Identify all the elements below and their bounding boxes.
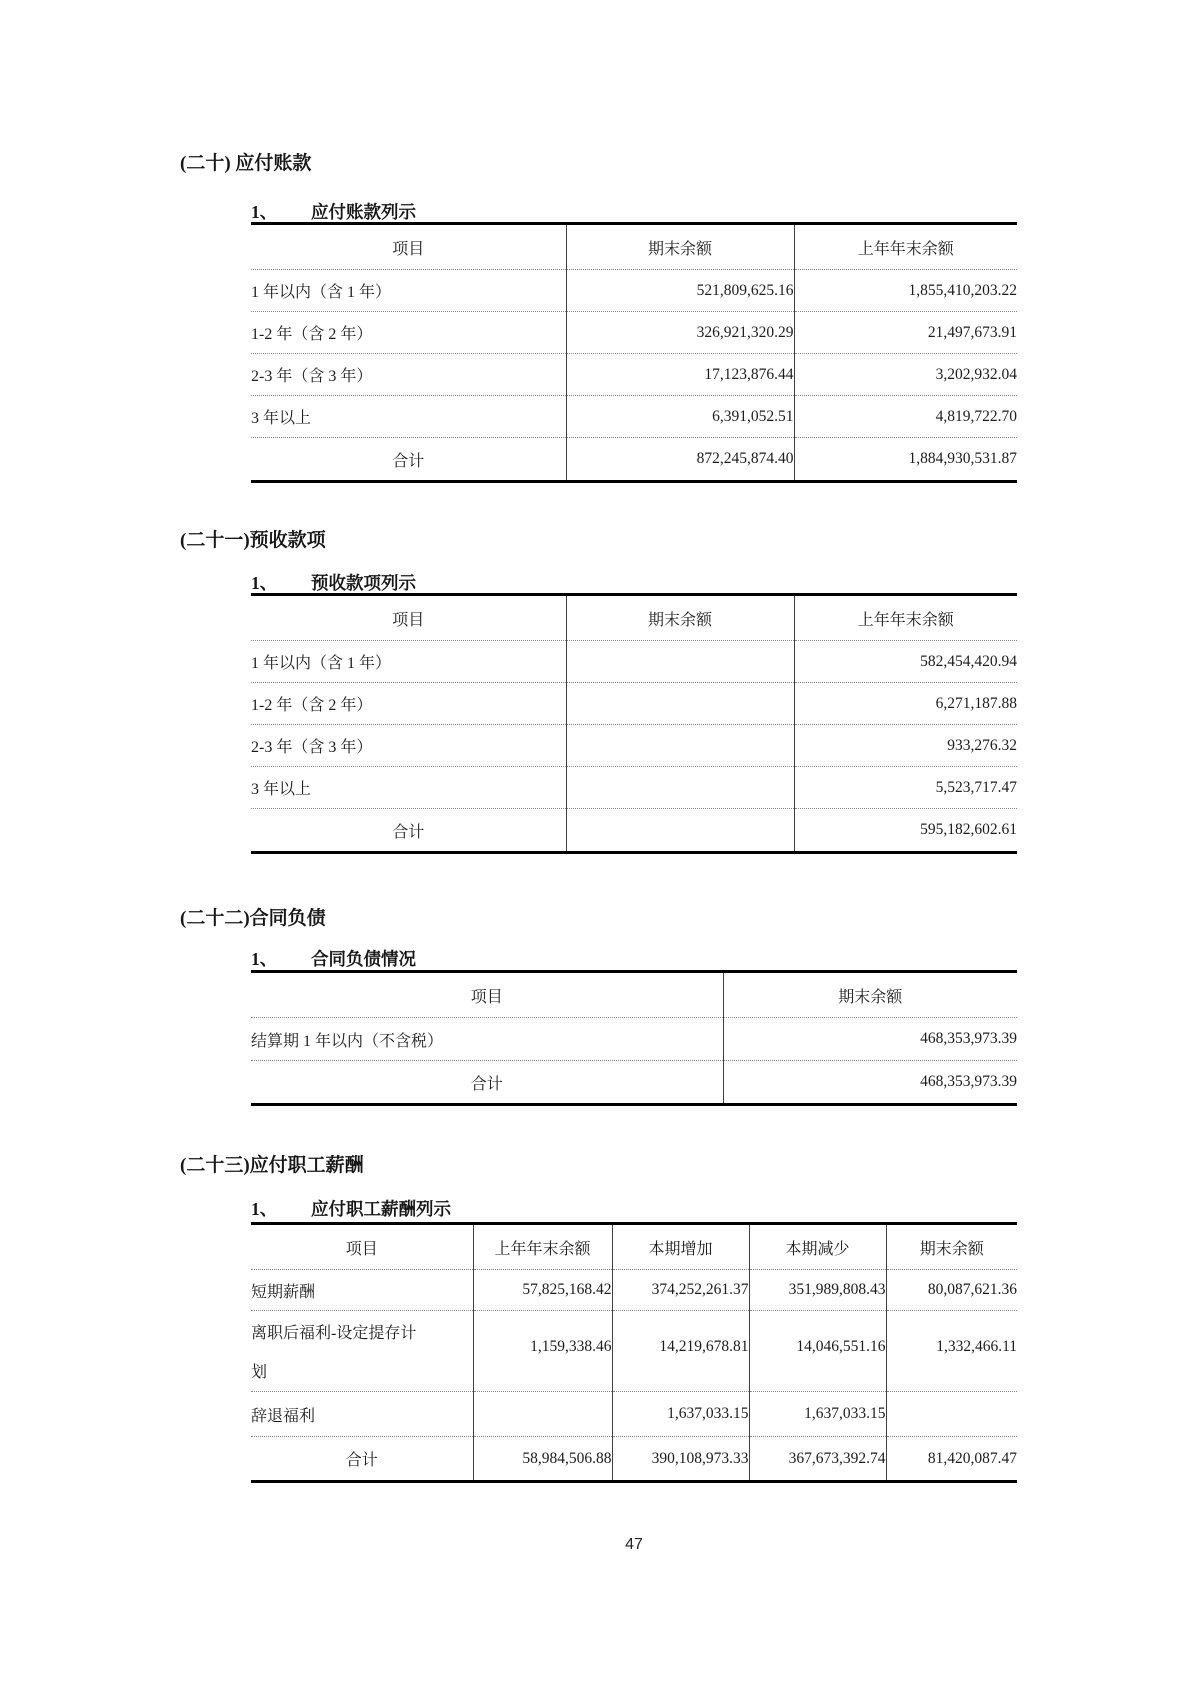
subsection-heading <box>251 1196 451 1221</box>
table-row <box>251 725 1017 767</box>
cell-value: 6,391,052.51 <box>566 396 794 438</box>
table-row <box>251 312 1017 354</box>
total-value: 468,353,973.39 <box>723 1061 1017 1105</box>
row-label-line2: 划 <box>251 1363 268 1381</box>
row-label: 结算期 1 年以内（不含税） <box>251 1018 723 1061</box>
cell-value: 351,989,808.43 <box>749 1270 886 1311</box>
row-label <box>251 1311 473 1392</box>
cell-value <box>473 1392 612 1437</box>
column-header: 本期增加 <box>612 1224 749 1270</box>
row-label: 1-2 年（含 2 年） <box>251 312 566 354</box>
subsection-number: 1、 <box>251 202 278 222</box>
subsection-title: 合同负债情况 <box>311 949 416 969</box>
table-row <box>251 1018 1017 1061</box>
table-total-row <box>251 809 1017 853</box>
subsection-title: 预收款项列示 <box>311 573 416 593</box>
table-total-row <box>251 1437 1017 1482</box>
cell-value: 582,454,420.94 <box>794 641 1017 683</box>
table-total-row <box>251 438 1017 482</box>
subsection-number: 1、 <box>251 949 278 969</box>
row-label: 2-3 年（含 3 年） <box>251 354 566 396</box>
table-row <box>251 270 1017 312</box>
cell-value: 3,202,932.04 <box>794 354 1017 396</box>
table-row <box>251 354 1017 396</box>
table-row <box>251 641 1017 683</box>
table-header-row <box>251 224 1017 270</box>
cell-value: 5,523,717.47 <box>794 767 1017 809</box>
cell-value: 21,497,673.91 <box>794 312 1017 354</box>
cell-value: 1,855,410,203.22 <box>794 270 1017 312</box>
column-header: 项目 <box>251 224 566 270</box>
subsection-heading <box>251 570 416 595</box>
cell-value: 521,809,625.16 <box>566 270 794 312</box>
row-label: 1-2 年（含 2 年） <box>251 683 566 725</box>
row-label: 辞退福利 <box>251 1392 473 1437</box>
employee-compensation-table <box>251 1222 1017 1483</box>
subsection-number: 1、 <box>251 1199 278 1219</box>
cell-value: 1,159,338.46 <box>473 1311 612 1392</box>
column-header: 项目 <box>251 595 566 641</box>
cell-value: 6,271,187.88 <box>794 683 1017 725</box>
cell-value: 14,046,551.16 <box>749 1311 886 1392</box>
cell-value: 17,123,876.44 <box>566 354 794 396</box>
table-header-row <box>251 972 1017 1018</box>
table-row <box>251 1270 1017 1311</box>
cell-value <box>566 683 794 725</box>
total-value: 390,108,973.33 <box>612 1437 749 1482</box>
table-row <box>251 683 1017 725</box>
subsection-heading <box>251 946 416 971</box>
total-label: 合计 <box>392 452 425 470</box>
total-label: 合计 <box>470 1075 503 1093</box>
column-header: 本期减少 <box>749 1224 886 1270</box>
table-row <box>251 767 1017 809</box>
cell-value <box>886 1392 1017 1437</box>
total-value: 367,673,392.74 <box>749 1437 886 1482</box>
cell-value: 14,219,678.81 <box>612 1311 749 1392</box>
cell-value <box>566 767 794 809</box>
table-header-row <box>251 1224 1017 1270</box>
subsection-number: 1、 <box>251 573 278 593</box>
total-value: 58,984,506.88 <box>473 1437 612 1482</box>
column-header: 上年年末余额 <box>794 595 1017 641</box>
cell-value: 326,921,320.29 <box>566 312 794 354</box>
column-header: 项目 <box>251 972 723 1018</box>
table-row <box>251 1311 1017 1392</box>
cell-value: 4,819,722.70 <box>794 396 1017 438</box>
section-heading-advances-received: (二十一)预收款项 <box>180 530 326 551</box>
column-header: 期末余额 <box>886 1224 1017 1270</box>
row-label: 3 年以上 <box>251 767 566 809</box>
total-value: 872,245,874.40 <box>566 438 794 482</box>
table-row <box>251 1392 1017 1437</box>
page-number: 47 <box>625 1536 643 1553</box>
cell-value: 1,332,466.11 <box>886 1311 1017 1392</box>
cell-value: 374,252,261.37 <box>612 1270 749 1311</box>
section-heading-employee-compensation: (二十三)应付职工薪酬 <box>180 1155 364 1176</box>
row-label: 1 年以内（含 1 年） <box>251 641 566 683</box>
subsection-title: 应付账款列示 <box>311 202 416 222</box>
cell-value <box>566 641 794 683</box>
cell-value <box>566 725 794 767</box>
total-label: 合计 <box>345 1452 378 1469</box>
accounts-payable-table <box>251 222 1017 483</box>
cell-value: 468,353,973.39 <box>723 1018 1017 1061</box>
row-label: 3 年以上 <box>251 396 566 438</box>
row-label-line1: 离职后福利-设定提存计 <box>251 1324 417 1342</box>
row-label: 短期薪酬 <box>251 1270 473 1311</box>
subsection-title: 应付职工薪酬列示 <box>311 1199 451 1219</box>
row-label: 1 年以内（含 1 年） <box>251 270 566 312</box>
cell-value: 80,087,621.36 <box>886 1270 1017 1311</box>
section-heading-contract-liabilities: (二十二)合同负债 <box>180 908 326 929</box>
total-label: 合计 <box>392 823 425 841</box>
advances-received-table <box>251 593 1017 854</box>
column-header: 项目 <box>251 1224 473 1270</box>
subsection-heading <box>251 199 416 224</box>
cell-value: 1,637,033.15 <box>612 1392 749 1437</box>
row-label: 2-3 年（含 3 年） <box>251 725 566 767</box>
cell-value: 933,276.32 <box>794 725 1017 767</box>
column-header: 上年年末余额 <box>794 224 1017 270</box>
column-header: 上年年末余额 <box>473 1224 612 1270</box>
column-header: 期末余额 <box>723 972 1017 1018</box>
total-value <box>566 809 794 853</box>
contract-liabilities-table <box>251 970 1017 1106</box>
total-value: 81,420,087.47 <box>886 1437 1017 1482</box>
table-total-row <box>251 1061 1017 1105</box>
total-value: 595,182,602.61 <box>794 809 1017 853</box>
section-heading-accounts-payable: (二十) 应付账款 <box>180 153 312 174</box>
table-row <box>251 396 1017 438</box>
total-value: 1,884,930,531.87 <box>794 438 1017 482</box>
table-header-row <box>251 595 1017 641</box>
column-header: 期末余额 <box>566 224 794 270</box>
column-header: 期末余额 <box>566 595 794 641</box>
cell-value: 1,637,033.15 <box>749 1392 886 1437</box>
cell-value: 57,825,168.42 <box>473 1270 612 1311</box>
